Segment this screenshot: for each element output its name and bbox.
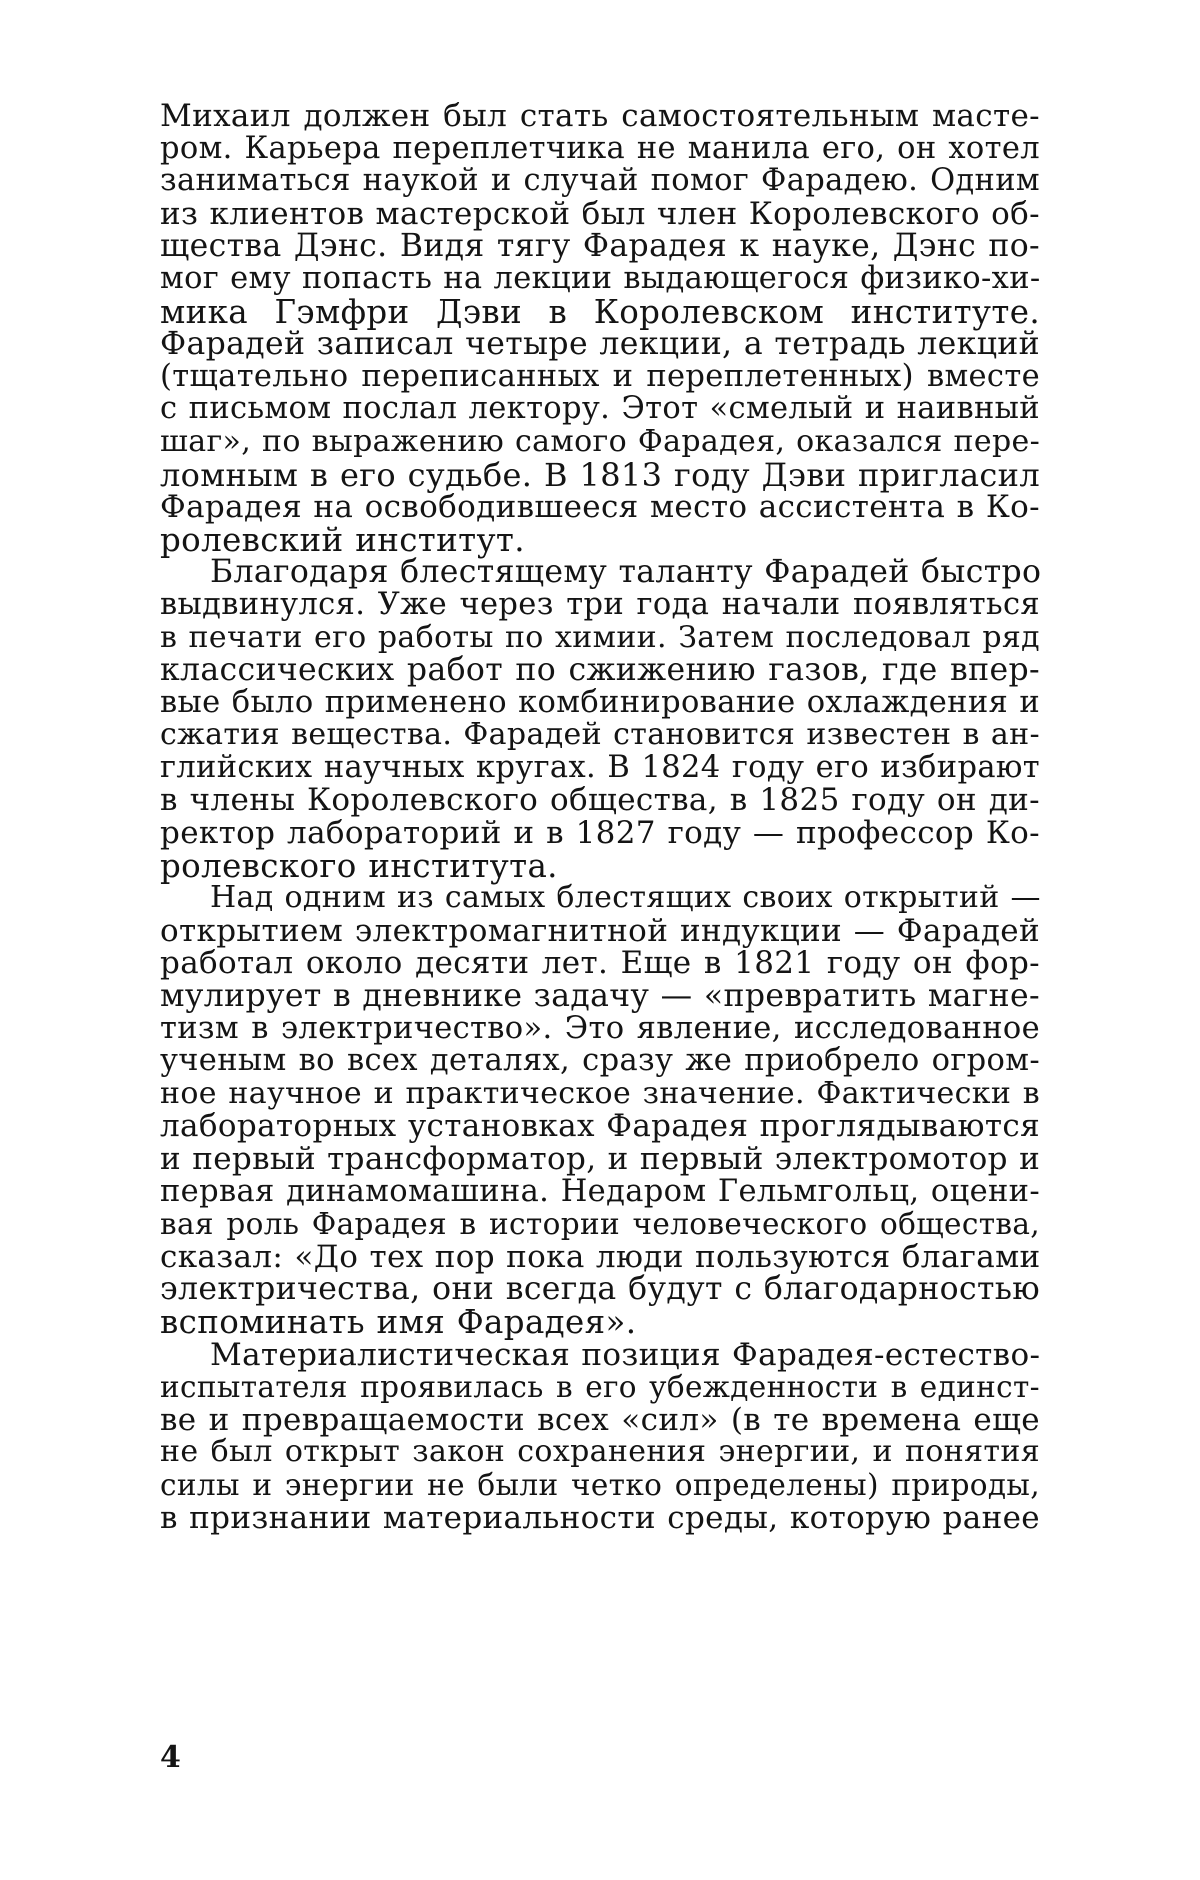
text-line: мика Гэмфри Дэви в Королевском институте. — [160, 292, 1040, 331]
text-line: мог ему попасть на лекции выдающегося физико-хи- — [160, 260, 1041, 296]
text-line: классических работ по сжижению газов, где впер- — [160, 652, 1040, 689]
text-line: сказал: «До тех пор пока люди пользуются благами — [160, 1238, 1041, 1275]
text-line: Благодаря блестящему таланту Фарадей быстро — [210, 554, 1042, 591]
text-line: ректор лабораторий и в 1827 году — профессор Ко- — [160, 815, 1040, 852]
text-line: вая роль Фарадея в истории человеческого общества, — [160, 1207, 1040, 1242]
text-line: шаг», по выражению самого Фарадея, оказался пере- — [160, 423, 1041, 459]
text-line: лабораторных установках Фарадея проглядываются — [160, 1108, 1040, 1145]
text-line: сжатия вещества. Фарадей становится известен в ан- — [160, 717, 1040, 753]
text-line: вые было применено комбинирование охлаждения и — [160, 684, 1040, 720]
text-line: из клиентов мастерской был член Королевского об- — [160, 195, 1040, 232]
text-line: щества Дэнс. Видя тягу Фарадея к науке, Дэнс по- — [160, 228, 1040, 265]
text-line: не был открыт закон сохранения энергии, и понятия — [160, 1434, 1040, 1470]
text-line: с письмом послал лектору. Этот «смелый и наивный — [160, 391, 1040, 427]
text-line: Материалистическая позиция Фарадея-естество- — [210, 1336, 1041, 1373]
text-line: Фарадей записал четыре лекции, а тетрадь лекций — [160, 326, 1040, 363]
text-line: Над одним из самых блестящих своих открытий — — [210, 880, 1041, 916]
paragraph-2 — [160, 554, 1042, 885]
text-line: испытателя проявилась в его убежденности в единст- — [160, 1370, 1040, 1405]
page-number: 4 — [160, 1740, 181, 1775]
text-line: силы и энергии не были четко определены) природы, — [160, 1467, 1040, 1502]
text-line: мулирует в дневнике задачу — «превратить магне- — [160, 978, 1040, 1015]
text-line: Фарадея на освободившееся место ассистента в Ко- — [160, 489, 1040, 526]
paragraph-1 — [160, 98, 1041, 559]
text-line: ролевского института. — [160, 846, 558, 885]
text-line: ученым во всех деталях, сразу же приобрело огром- — [160, 1043, 1040, 1079]
text-line: работал около десяти лет. Еще в 1821 году он фор- — [160, 945, 1040, 982]
text-line: Михаил должен был стать самостоятельным масте- — [160, 98, 1040, 134]
paragraph-4 — [160, 1336, 1041, 1536]
text-line: выдвинулся. Уже через три года начали появляться — [160, 586, 1040, 622]
text-line: ве и превращаемости всех «сил» (в те времена еще — [160, 1401, 1040, 1438]
text-line: вспоминать имя Фарадея». — [160, 1302, 637, 1341]
text-line: заниматься наукой и случай помог Фарадею. Одним — [160, 163, 1040, 199]
text-line: глийских научных кругах. В 1824 году его избирают — [160, 749, 1040, 785]
text-line: и первый трансформатор, и первый электромотор и — [160, 1141, 1041, 1177]
text-line: открытием электромагнитной индукции — Фарадей — [160, 912, 1040, 949]
text-line: в печати его работы по химии. Затем последовал ряд — [160, 619, 1040, 655]
text-line: первая динамомашина. Недаром Гельмгольц, оцени- — [160, 1173, 1040, 1209]
text-line: ролевский институт. — [160, 520, 525, 559]
text-line: в признании материальности среды, которую ранее — [160, 1499, 1040, 1536]
page-body — [160, 100, 1040, 1534]
text-line: тизм в электричество». Это явление, исследованное — [160, 1010, 1040, 1046]
text-line: ром. Карьера переплетчика не манила его, он хотел — [160, 130, 1040, 166]
text-line: ломным в его судьбе. В 1813 году Дэви пригласил — [160, 455, 1040, 494]
text-line: в члены Королевского общества, в 1825 году он ди- — [160, 782, 1040, 819]
text-line: ное научное и практическое значение. Фактически в — [160, 1075, 1040, 1111]
paragraph-3 — [160, 880, 1041, 1341]
text-line: (тщательно переписанных и переплетенных) вместе — [160, 358, 1040, 394]
text-line: электричества, они всегда будут с благодарностью — [160, 1271, 1040, 1308]
